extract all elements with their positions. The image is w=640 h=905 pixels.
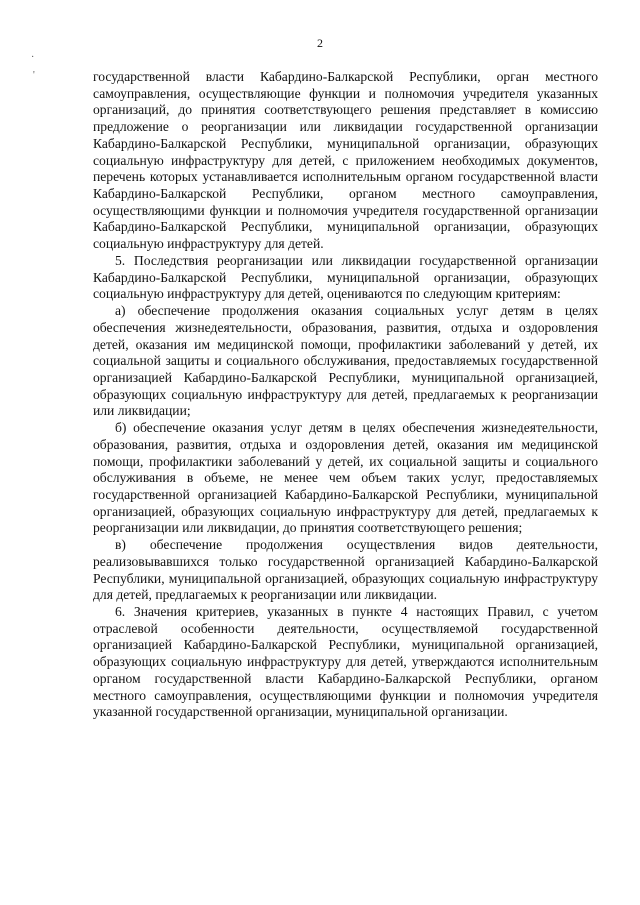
scan-mark-dot: ' xyxy=(33,70,35,81)
paragraph-criterion-b: б) обеспечение оказания услуг детям в целях обеспечения жизнедеятельности, образования, развития, отдыха и оздоровления детей, оказания им медицинской помощи, профилактики заболеваний у детей, их социальной защиты и социального обслуживания в объеме, не менее чем объем таких услуг, предоставляемых государственной организацией Кабардино-Балкарской Республики, муниципальной организацией, образующих социальную инфраструктуру для детей, предлагаемых к реорганизации или ликвидации, до принятия соответствующего решения; xyxy=(93,420,598,536)
paragraph-item-5: 5. Последствия реорганизации или ликвидации государственной организации Кабардино-Балкарской Республики, муниципальной организации, образующих социальную инфраструктуру для детей, оцениваются по следующим критериям: xyxy=(93,252,598,302)
document-body xyxy=(93,69,598,721)
paragraph-criterion-v: в) обеспечение продолжения осуществления видов деятельности, реализовывавшихся только государственной организацией Кабардино-Балкарской Республики, муниципальной организацией, образующих социальную инфраструктуру для детей, предлагаемых к реорганизации или ликвидации. xyxy=(93,537,598,603)
paragraph-criterion-a: а) обеспечение продолжения оказания социальных услуг детям в целях обеспечения жизнедеятельности, образования, развития, отдыха и оздоровления детей, оказания им медицинской помощи, профилактики заболеваний у детей, их социальной защиты и социального обслуживания, предоставляемых государственной организацией Кабардино-Балкарской Республики, муниципальной организацией, образующих социальную инфраструктуру для детей, предлагаемых к реорганизации или ликвидации; xyxy=(93,303,598,419)
scan-mark-dot: · xyxy=(31,52,35,63)
page-number: 2 xyxy=(317,36,323,50)
paragraph-continuation: государственной власти Кабардино-Балкарской Республики, орган местного самоуправления, осуществляющие функции и полномочия учредителя указанных организаций, до принятия соответствующего решения представляет в комиссию предложение о реорганизации или ликвидации государственной организации Кабардино-Балкарской Республики, муниципальной организации, образующих социальную инфраструктуру для детей, с приложением необходимых документов, перечень которых устанавливается исполнительным органом государственной власти Кабардино-Балкарской Республики, органом местного самоуправления, осуществляющими функции и полномочия учредителя государственной организации Кабардино-Балкарской Республики, муниципальной организации, образующих социальную инфраструктуру для детей. xyxy=(93,69,598,252)
paragraph-item-6: 6. Значения критериев, указанных в пункте 4 настоящих Правил, с учетом отраслевой особенности деятельности, осуществляемой государственной организацией Кабардино-Балкарской Республики, муниципальной организацией, образующих социальную инфраструктуру для детей, утверждаются исполнительным органом государственной власти Кабардино-Балкарской Республики, органом местного самоуправления, осуществляющими функции и полномочия учредителя указанной государственной организации, муниципальной организации. xyxy=(93,604,598,720)
